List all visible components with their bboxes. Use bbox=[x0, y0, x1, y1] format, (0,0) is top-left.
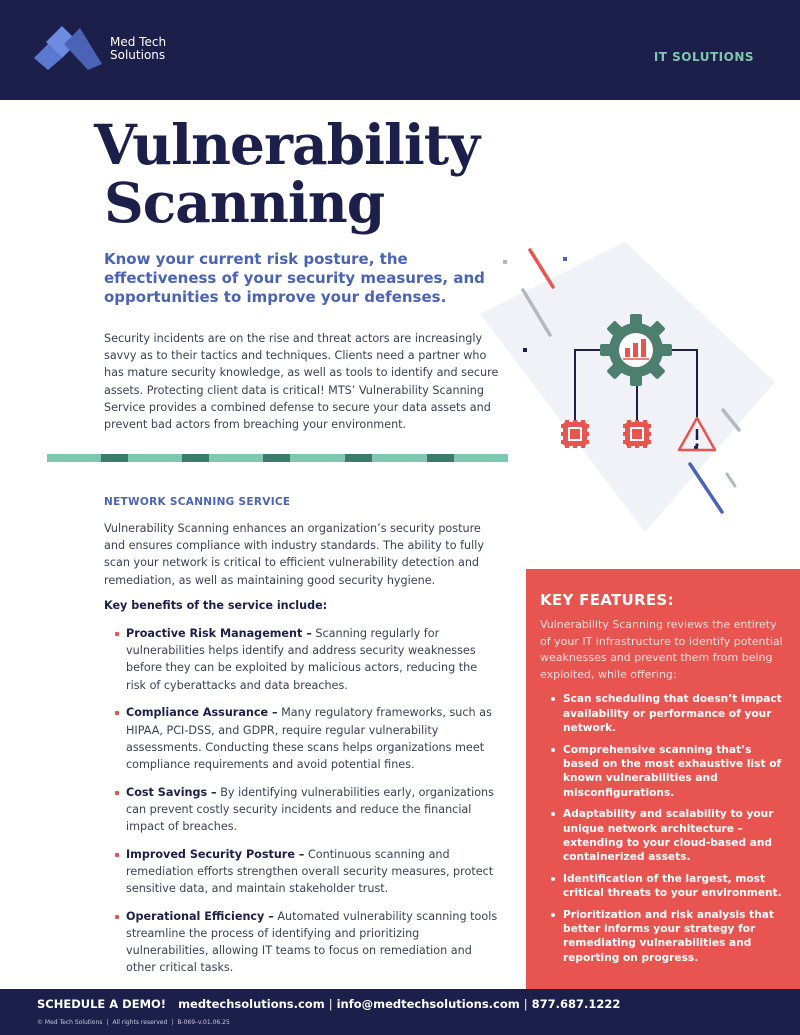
feature-item: Adaptability and scalability to your unique network architecture – extending to your cloud-based and containerized assets. bbox=[540, 807, 786, 865]
benefit-text: Continuous scanning and remediation efforts strengthen overall security measures, protect sensitive data, and maintain stakeholder trust. bbox=[126, 847, 494, 896]
key-features-heading: KEY FEATURES: bbox=[540, 591, 674, 609]
feature-item: Identification of the largest, most critical threats to your environment. bbox=[540, 872, 786, 901]
network-section-text: Vulnerability Scanning enhances an organization’s security posture and ensures compliance with industry standards. The ability to fully scan your network is critical to efficient vulnerability detection and remediation, as well as maintaining good security hygiene. bbox=[104, 522, 484, 587]
benefit-title: Cost Savings – bbox=[126, 785, 217, 799]
website-link[interactable]: medtechsolutions.com bbox=[178, 997, 325, 1011]
key-features-list bbox=[540, 692, 786, 965]
logo-wordmark bbox=[110, 36, 166, 62]
copyright: © Med Tech Solutions bbox=[37, 1019, 103, 1026]
benefits-title: Key benefits of the service include: bbox=[104, 599, 328, 612]
logo-line1: Med Tech bbox=[110, 35, 167, 49]
benefit-item bbox=[104, 704, 500, 773]
phone-link[interactable]: 877.687.1222 bbox=[531, 997, 621, 1011]
footer-separator: | bbox=[328, 997, 333, 1011]
benefit-item bbox=[104, 908, 500, 977]
network-section-heading: NETWORK SCANNING SERVICE bbox=[104, 496, 291, 508]
key-features-intro: Vulnerability Scanning reviews the entirety of your IT infrastructure to identify potential weaknesses and prevent them from being exploited, while offering: bbox=[540, 618, 783, 681]
schedule-demo-link[interactable]: SCHEDULE A DEMO! bbox=[37, 997, 167, 1011]
feature-item: Scan scheduling that doesn’t impact availability or performance of your network. bbox=[540, 692, 786, 735]
chip-icon bbox=[623, 420, 651, 448]
benefit-item bbox=[104, 625, 500, 694]
page-title bbox=[94, 112, 480, 235]
footer-separator: | bbox=[171, 1019, 174, 1026]
med-tech-solutions-logo-icon bbox=[34, 24, 104, 70]
title-line2: Scanning bbox=[104, 170, 385, 235]
benefit-text: Scanning regularly for vulnerabilities helps identify and address security weaknesses before they can be exploited by malicious actors, reducing the risk of cyberattacks and data breaches. bbox=[126, 627, 478, 692]
benefit-item bbox=[104, 784, 500, 836]
key-features-panel bbox=[526, 569, 800, 989]
benefit-title: Operational Efficiency – bbox=[126, 909, 274, 923]
subtitle: Know your current risk posture, the effectiveness of your security measures, and opportunities to improve your defenses. bbox=[104, 250, 485, 306]
gear-icon bbox=[600, 314, 672, 386]
chip-icon bbox=[561, 420, 589, 448]
footer-separator: | bbox=[523, 997, 528, 1011]
benefit-text: Many regulatory frameworks, such as HIPAA, PCI-DSS, and GDPR, require regular vulnerability assessments. Conducting these scans helps organizations meet compliance requirements and avoid potential fines. bbox=[126, 706, 492, 771]
benefit-title: Improved Security Posture – bbox=[126, 847, 305, 861]
benefit-title: Compliance Assurance – bbox=[126, 706, 278, 720]
logo-line2: Solutions bbox=[110, 48, 166, 62]
footer-legal bbox=[37, 1019, 230, 1026]
feature-item: Prioritization and risk analysis that better informs your strategy for remediating vulnerabilities and reporting on progress. bbox=[540, 908, 786, 966]
footer-separator: | bbox=[106, 1019, 109, 1026]
feature-item: Comprehensive scanning that’s based on the most exhaustive list of known vulnerabilities and misconfigurations. bbox=[540, 743, 786, 801]
benefit-item bbox=[104, 846, 500, 898]
footer-contact bbox=[37, 997, 620, 1011]
benefits-list bbox=[104, 625, 500, 987]
email-link[interactable]: info@medtechsolutions.com bbox=[336, 997, 520, 1011]
header-category-tag: IT SOLUTIONS bbox=[653, 50, 754, 64]
benefit-text: By identifying vulnerabilities early, organizations can prevent costly security incidents and reduce the financial impact of breaches. bbox=[126, 785, 494, 834]
benefit-title: Proactive Risk Management – bbox=[126, 627, 312, 640]
title-line1: Vulnerability bbox=[94, 112, 480, 177]
document-code: B-069–v.01.06.25 bbox=[177, 1019, 230, 1026]
intro-paragraph: Security incidents are on the rise and threat actors are increasingly savvy as to their tactics and techniques. Clients need a partner who has mature security knowledge, as well as tools to identify and secure assets. Protecting client data is critical! MTS’ Vulnerability Scanning Service provides a combined defense to secure your data assets and prevent bad actors from breaching your environment. bbox=[104, 332, 499, 432]
section-divider-stripe bbox=[47, 454, 508, 462]
footer-bar bbox=[0, 989, 800, 1035]
network-scan-illustration bbox=[475, 232, 800, 532]
rights: All rights reserved bbox=[112, 1019, 168, 1026]
benefit-text: Automated vulnerability scanning tools streamline the process of identifying and prioritizing vulnerabilities, allowing IT teams to focus on remediation and other critical tasks. bbox=[126, 909, 498, 975]
header-bar bbox=[0, 0, 800, 100]
